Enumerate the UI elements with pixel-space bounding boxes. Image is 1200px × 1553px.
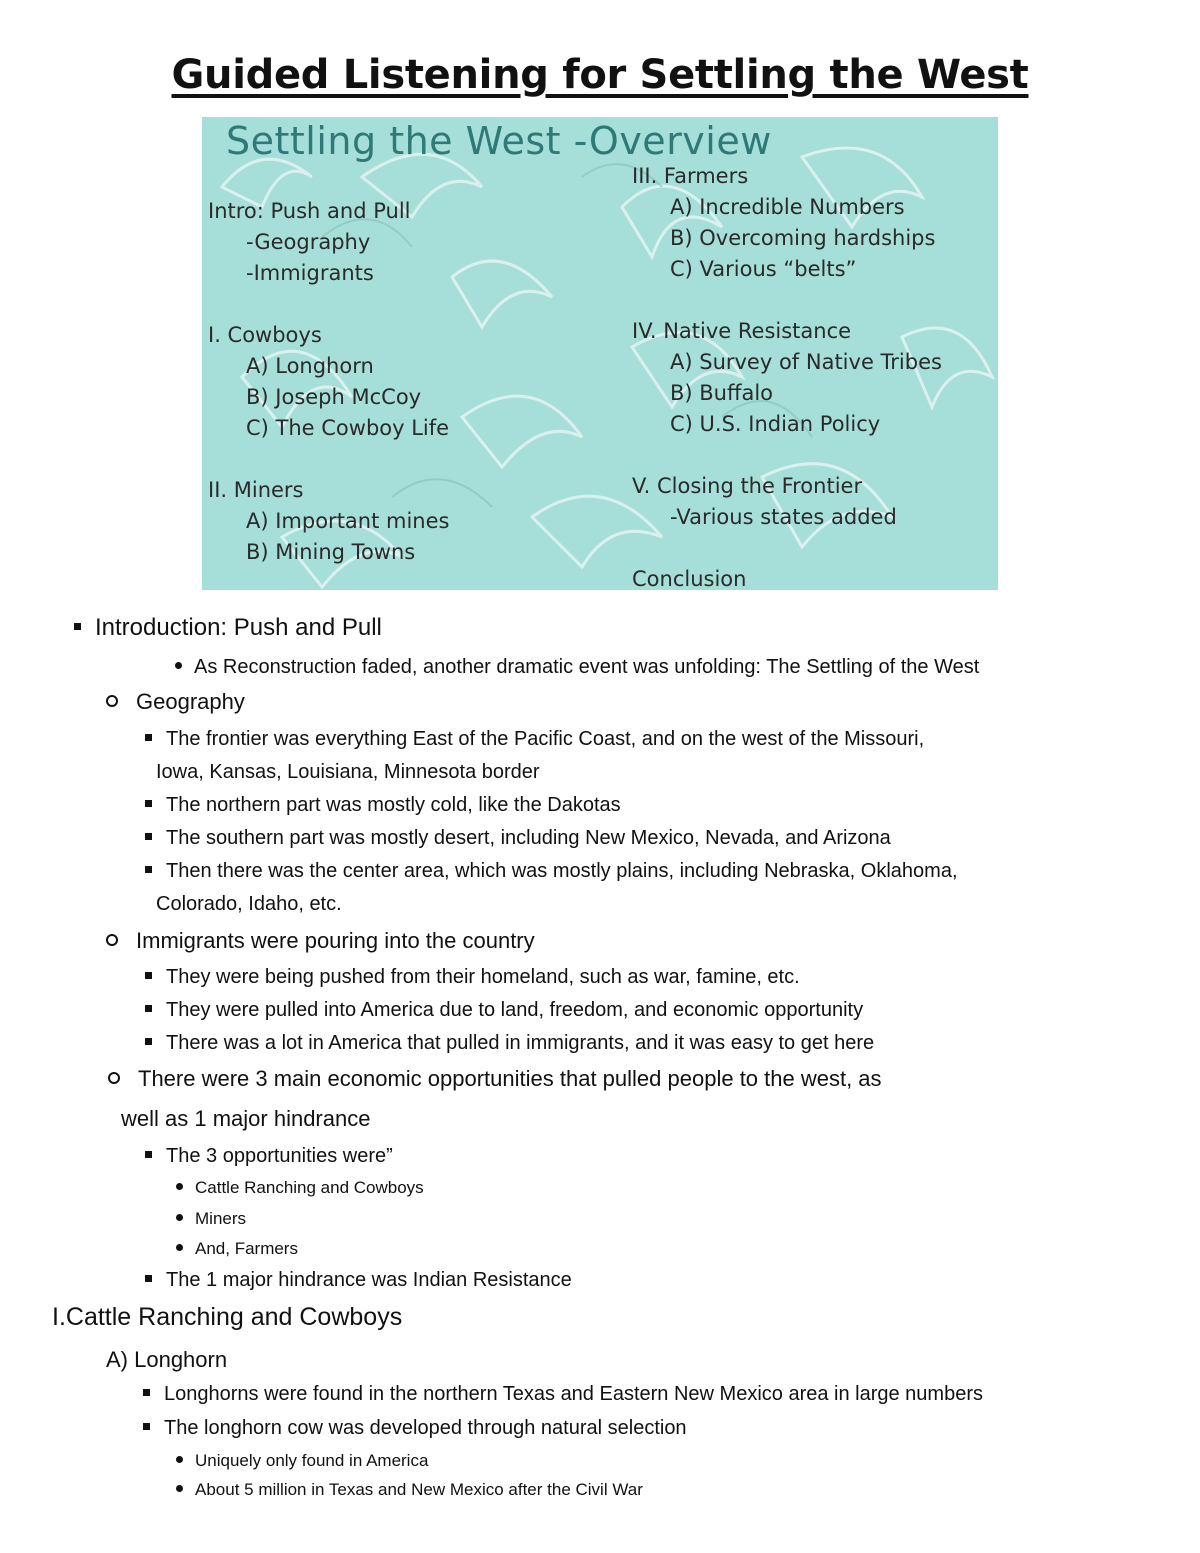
outline-subheading-opportunities: There were 3 main economic opportunities that pulled people to the west, as — [108, 1066, 882, 1092]
slide-item: A) Survey of Native Tribes — [670, 350, 942, 374]
outline-subheading-geography: Geography — [106, 689, 245, 715]
outline-item: Miners — [176, 1209, 246, 1229]
outline-item: Longhorns were found in the northern Texas and Eastern New Mexico area in large numbers — [143, 1383, 983, 1406]
slide-item: -Geography — [246, 230, 371, 254]
slide-item: V. Closing the Frontier — [632, 474, 863, 498]
slide-item: Intro: Push and Pull — [208, 199, 411, 223]
outline-item: The northern part was mostly cold, like the Dakotas — [145, 794, 621, 817]
slide-item: B) Joseph McCoy — [246, 385, 422, 409]
slide-item: -Immigrants — [246, 261, 374, 285]
subsection-heading-longhorn: A) Longhorn — [106, 1347, 228, 1372]
slide-item: A) Important mines — [246, 509, 450, 533]
slide-item: II. Miners — [208, 478, 304, 502]
slide-item: IV. Native Resistance — [632, 319, 852, 343]
outline-item: The 3 opportunities were” — [145, 1145, 393, 1168]
section-heading-cattle: I.Cattle Ranching and Cowboys — [52, 1303, 403, 1331]
outline-item: They were pulled into America due to land, freedom, and economic opportunity — [145, 999, 863, 1022]
slide-item: III. Farmers — [632, 164, 749, 188]
page-title: Guided Listening for Settling the West — [171, 52, 1029, 98]
outline-item: Uniquely only found in America — [176, 1451, 428, 1471]
outline-item: The southern part was mostly desert, including New Mexico, Nevada, and Arizona — [145, 827, 891, 850]
outline-item: And, Farmers — [176, 1239, 298, 1259]
slide-item: B) Buffalo — [670, 381, 774, 405]
outline-item: There was a lot in America that pulled in immigrants, and it was easy to get here — [145, 1032, 874, 1055]
overview-slide-image — [202, 117, 998, 590]
outline-subheading-continued: well as 1 major hindrance — [121, 1106, 371, 1131]
slide-item: C) U.S. Indian Policy — [670, 412, 881, 436]
outline-item: Cattle Ranching and Cowboys — [176, 1178, 424, 1198]
slide-item: -Various states added — [670, 505, 897, 529]
outline-item: About 5 million in Texas and New Mexico after the Civil War — [176, 1480, 643, 1500]
outline-item: The 1 major hindrance was Indian Resistance — [145, 1269, 572, 1292]
outline-item: The longhorn cow was developed through natural selection — [143, 1417, 687, 1440]
slide-item: A) Longhorn — [246, 354, 374, 378]
outline-item-continued: Colorado, Idaho, etc. — [156, 893, 342, 915]
outline-subheading-immigrants: Immigrants were pouring into the country — [106, 928, 535, 954]
slide-item: Conclusion — [632, 567, 747, 590]
outline-item: They were being pushed from their homeland, such as war, famine, etc. — [145, 966, 800, 989]
outline-item: As Reconstruction faded, another dramatic event was unfolding: The Settling of the West — [175, 656, 979, 679]
outline-item: Then there was the center area, which was mostly plains, including Nebraska, Oklahoma, — [145, 860, 958, 883]
slide-item: B) Mining Towns — [246, 540, 416, 564]
outline-item: The frontier was everything East of the Pacific Coast, and on the west of the Missouri, — [145, 728, 924, 751]
slide-item: B) Overcoming hardships — [670, 226, 936, 250]
slide-heading: Settling the West -Overview — [226, 119, 772, 163]
slide-item: I. Cowboys — [208, 323, 322, 347]
outline-heading-intro: Introduction: Push and Pull — [74, 614, 382, 642]
outline-item-continued: Iowa, Kansas, Louisiana, Minnesota border — [156, 761, 540, 783]
slide-item: C) The Cowboy Life — [246, 416, 450, 440]
slide-item: C) Various “belts” — [670, 257, 857, 281]
slide-item: A) Incredible Numbers — [670, 195, 905, 219]
